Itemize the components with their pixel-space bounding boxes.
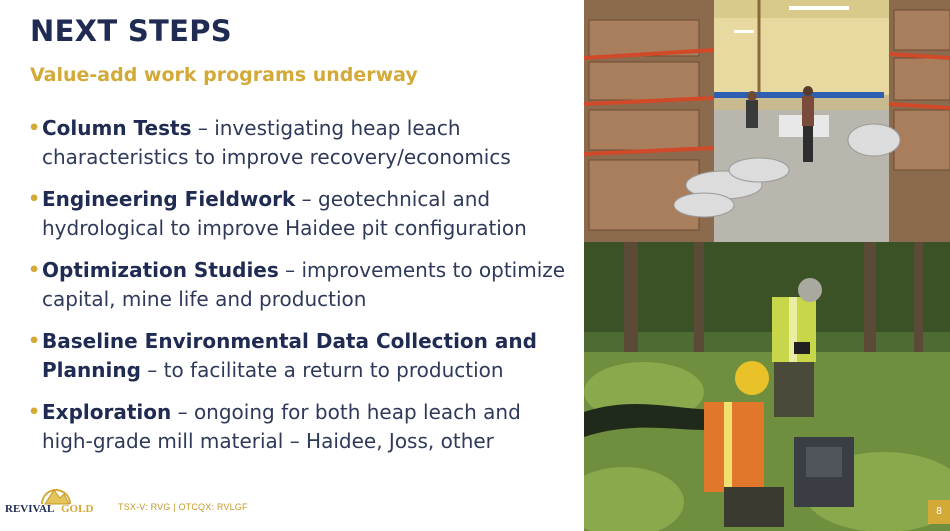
bullet-baseline-environmental	[28, 327, 578, 385]
bullet-dot: •	[28, 188, 41, 210]
slide-title: NEXT STEPS	[30, 14, 232, 48]
bullet-optimization-studies	[28, 256, 578, 314]
field-photo	[584, 242, 950, 531]
bullet-text: – to facilitate a return to production	[140, 358, 504, 382]
bullet-text: high-grade mill material – Haidee, Joss, other	[42, 429, 494, 453]
bullet-dot: •	[28, 259, 41, 281]
bullet-dot: •	[28, 401, 41, 423]
bullet-lead: Planning	[42, 358, 141, 382]
slide-subtitle: Value-add work programs underway	[30, 64, 418, 86]
bullet-text: – geotechnical and	[295, 187, 491, 211]
bullet-engineering-fieldwork	[28, 185, 578, 243]
bullet-text: capital, mine life and production	[42, 287, 367, 311]
warehouse-photo	[584, 0, 950, 242]
bullet-dot: •	[28, 330, 41, 352]
bullet-exploration	[28, 398, 578, 456]
bullet-text: characteristics to improve recovery/economics	[42, 145, 511, 169]
bullet-lead: Engineering Fieldwork	[42, 187, 296, 211]
bullet-column-tests	[28, 114, 578, 172]
logo-text-gold: GOLD	[61, 503, 94, 515]
bullet-text: – investigating heap leach	[191, 116, 461, 140]
bullet-lead: Baseline Environmental Data Collection and	[42, 329, 537, 353]
bullet-lead: Column Tests	[42, 116, 192, 140]
bullet-text: – ongoing for both heap leach and	[171, 400, 521, 424]
ticker-text: TSX-V: RVG | OTCQX: RVLGF	[118, 502, 248, 512]
bullet-text: – improvements to optimize	[278, 258, 566, 282]
logo-text-revival: REVIVAL	[5, 503, 55, 515]
bullet-lead: Exploration	[42, 400, 172, 424]
page-number: 8	[928, 500, 950, 524]
bullet-dot: •	[28, 117, 41, 139]
revival-gold-logo	[4, 478, 99, 522]
bullet-list	[28, 114, 578, 469]
bullet-lead: Optimization Studies	[42, 258, 279, 282]
bullet-text: hydrological to improve Haidee pit configuration	[42, 216, 527, 240]
